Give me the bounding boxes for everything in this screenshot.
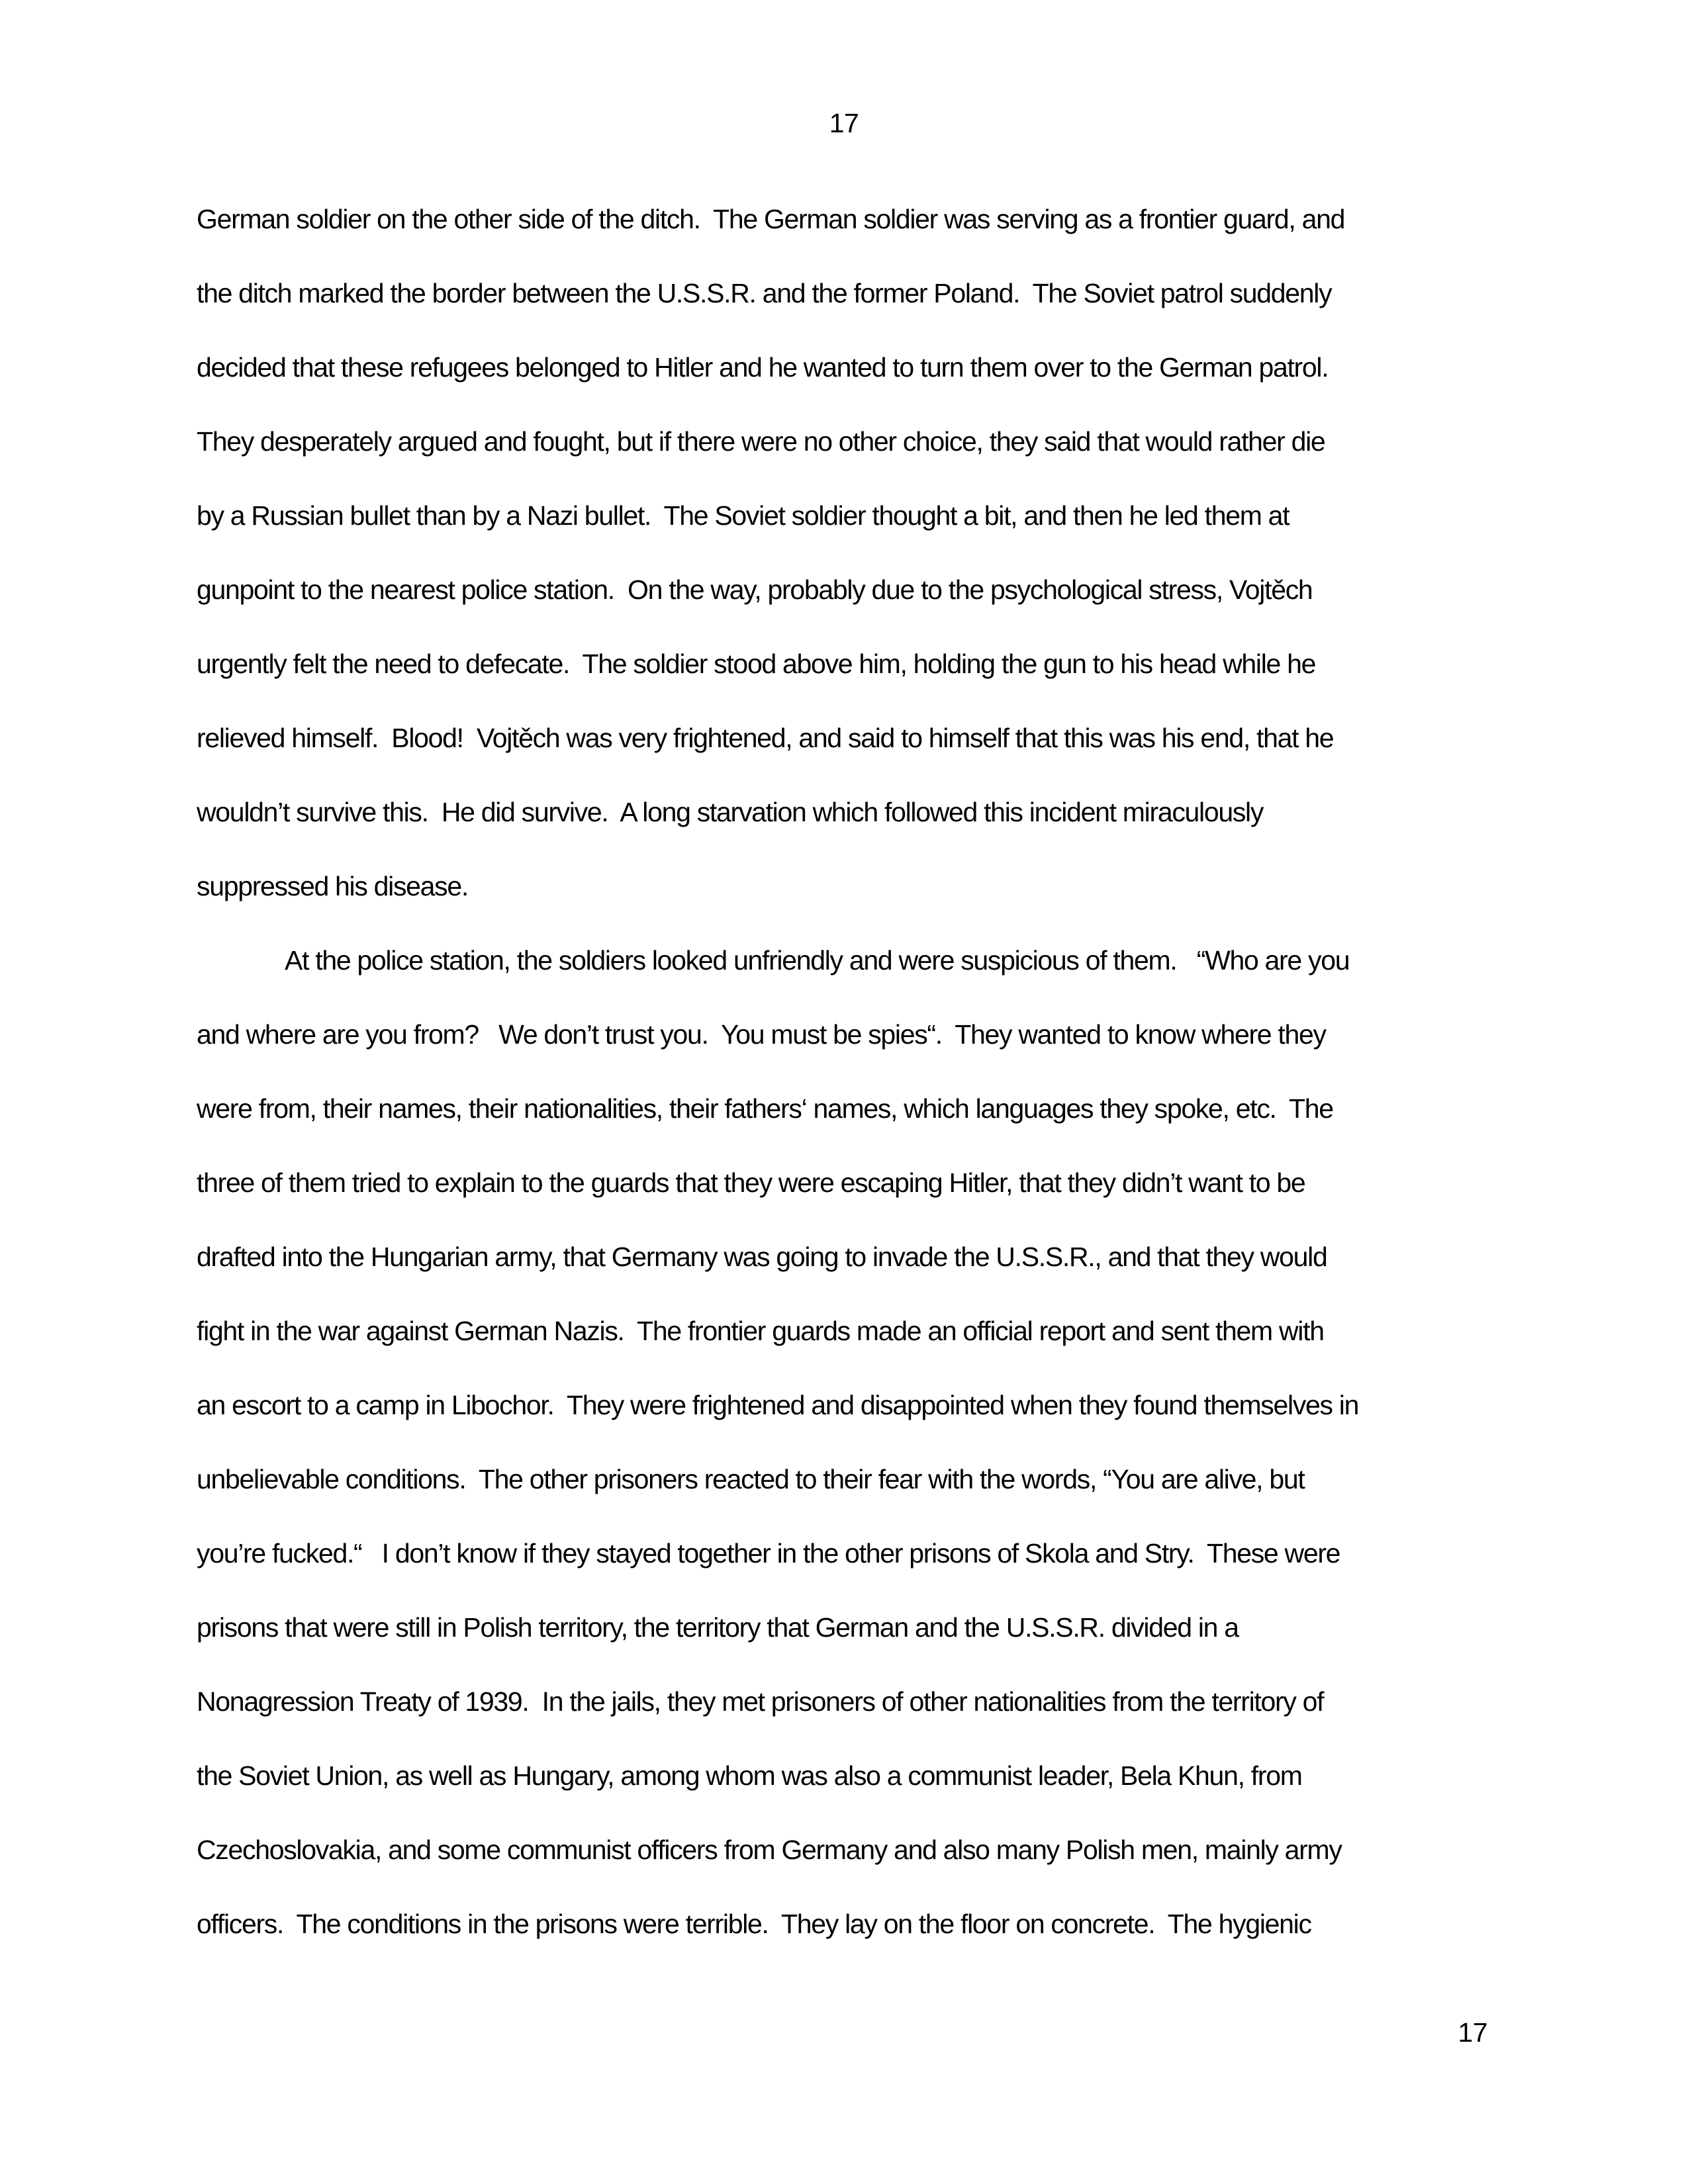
text-line: urgently felt the need to defecate. The soldier stood above him, holding the gun to his head while he [197, 649, 1316, 679]
page-number-footer: 17 [1458, 2017, 1487, 2048]
text-line: you’re fucked.“ I don’t know if they stayed together in the other prisons of Skola and Stry. These were [197, 1538, 1340, 1569]
text-line: officers. The conditions in the prisons were terrible. They lay on the floor on concrete. The hygienic [197, 1909, 1311, 1939]
text-line: decided that these refugees belonged to Hitler and he wanted to turn them over to the German patrol. [197, 352, 1329, 383]
text-line-paragraph-start: At the police station, the soldiers looked unfriendly and were suspicious of them. “Who are you [285, 945, 1350, 976]
text-line: prisons that were still in Polish territory, the territory that German and the U.S.S.R. divided in a [197, 1612, 1239, 1643]
text-line: unbelievable conditions. The other prisoners reacted to their fear with the words, “You are alive, but [197, 1464, 1305, 1494]
text-line: three of them tried to explain to the guards that they were escaping Hitler, that they didn’t want to be [197, 1167, 1305, 1198]
document-body [197, 182, 1491, 1961]
text-line: They desperately argued and fought, but if there were no other choice, they said that would rather die [197, 426, 1325, 457]
text-line: fight in the war against German Nazis. The frontier guards made an official report and sent them with [197, 1316, 1324, 1346]
text-line: wouldn’t survive this. He did survive. A long starvation which followed this incident miraculously [197, 797, 1264, 827]
text-line: and where are you from? We don’t trust you. You must be spies“. They wanted to know where they [197, 1019, 1326, 1050]
text-line: suppressed his disease. [197, 871, 468, 901]
text-line: drafted into the Hungarian army, that Germany was going to invade the U.S.S.R., and that they would [197, 1242, 1327, 1272]
text-line: were from, their names, their nationalities, their fathers‘ names, which languages they spoke, etc. The [197, 1093, 1333, 1124]
text-line: relieved himself. Blood! Vojtěch was very frightened, and said to himself that this was his end, that he [197, 723, 1334, 753]
text-line: the Soviet Union, as well as Hungary, among whom was also a communist leader, Bela Khun, from [197, 1760, 1302, 1791]
text-line: Nonagression Treaty of 1939. In the jails, they met prisoners of other nationalities from the territory of [197, 1686, 1324, 1717]
text-line: Czechoslovakia, and some communist officers from Germany and also many Polish men, mainly army [197, 1835, 1342, 1865]
text-line: an escort to a camp in Libochor. They were frightened and disappointed when they found themselves in [197, 1390, 1359, 1420]
text-line: the ditch marked the border between the U.S.S.R. and the former Poland. The Soviet patrol suddenly [197, 278, 1332, 308]
text-line: gunpoint to the nearest police station. On the way, probably due to the psychological stress, Vojtěch [197, 574, 1313, 605]
text-line: by a Russian bullet than by a Nazi bullet. The Soviet soldier thought a bit, and then he led them at [197, 500, 1289, 531]
text-line: German soldier on the other side of the ditch. The German soldier was serving as a frontier guard, and [197, 204, 1345, 234]
page-number-header: 17 [829, 108, 859, 138]
